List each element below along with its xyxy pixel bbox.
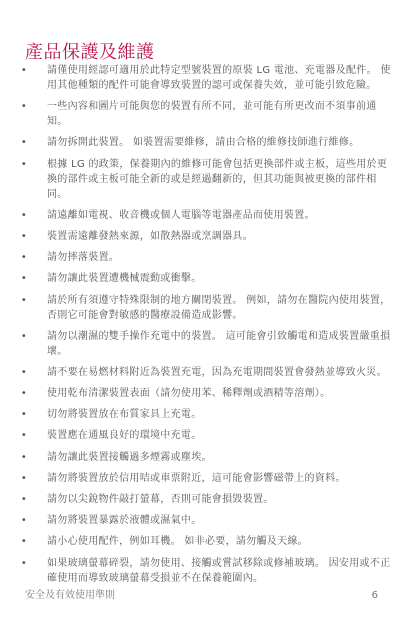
list-item-text: 請勿將裝置放於信用咭或車票附近，這可能會影響磁帶上的資料。 <box>47 472 346 484</box>
bullet-icon: • <box>20 209 28 221</box>
list-item <box>19 492 391 507</box>
bullet-icon: • <box>20 515 28 527</box>
bullet-icon: • <box>20 158 28 170</box>
list-item <box>19 556 391 586</box>
footer-section-title: 安全及有效使用準則 <box>25 590 115 601</box>
bullet-icon: • <box>20 137 28 149</box>
bullet-icon: • <box>20 536 28 548</box>
bullet-icon: • <box>20 451 28 463</box>
list-item-text: 根據 LG 的政策，保養期內的維修可能會包括更換部件或主板，這些用於更換的部件或主板可能全新的或是經過翻新的，但其功能與被更換的部件相同。 <box>47 158 388 200</box>
bullet-icon: • <box>20 494 28 505</box>
list-item <box>19 471 391 486</box>
bullet-icon: • <box>20 557 28 569</box>
list-item-text: 使用乾布清潔裝置表面（請勿使用苯、稀釋劑或酒精等溶劑）。 <box>47 388 331 400</box>
list-item <box>19 271 391 286</box>
bullet-icon: • <box>20 388 28 400</box>
list-item <box>19 386 391 401</box>
list-item <box>19 513 391 528</box>
list-item <box>19 135 391 150</box>
list-item-text: 請勿以尖銳物件敲打螢幕，否則可能會損毀裝置。 <box>47 494 274 505</box>
page-title: 產品保護及維護 <box>25 42 155 64</box>
list-item <box>19 229 391 244</box>
list-item <box>19 450 391 465</box>
list-item <box>19 99 391 129</box>
list-item <box>19 428 391 443</box>
page-number: 6 <box>371 590 378 601</box>
bullet-icon: • <box>20 101 28 113</box>
list-item-text: 請勿讓此裝置接觸過多煙霧或塵埃。 <box>47 451 212 463</box>
bullet-icon: • <box>20 472 28 484</box>
list-item-text: 請僅使用經認可適用於此特定型號裝置的原裝 LG 電池、充電器及配件。 使用其他種類的配件可能會導致裝置的認可或保養失效，並可能引致危險。 <box>47 65 391 91</box>
list-item-text: 請於所有須遵守特殊限制的地方關閉裝置。 例如，請勿在醫院內使用裝置， 否則它可能會對敏感的醫療設備造成影響。 <box>47 294 391 321</box>
list-item-text: 請小心使用配件，例如耳機。 如非必要，請勿觸及天線。 <box>47 536 308 548</box>
bullet-icon: • <box>20 65 28 76</box>
page-footer <box>25 589 378 603</box>
list-item <box>19 208 391 223</box>
list-item <box>19 63 391 93</box>
list-item <box>19 329 391 359</box>
list-item <box>19 250 391 265</box>
list-item-text: 請勿以潮濕的雙手操作充電中的裝置。 這可能會引致觸電和造成裝置嚴重損壞。 <box>47 330 391 357</box>
list-item-text: 請勿讓此裝置遭機械震動或衝擊。 <box>47 273 202 285</box>
list-item-text: 如果玻璃螢幕碎裂，請勿使用、接觸或嘗試移除或修補玻璃。 因安用或不正確使用而導致玻璃螢幕受損並不在保養範圍內。 <box>47 557 391 584</box>
list-item-text: 裝置需遠離發熱來源，如散熱器或烹調器具。 <box>47 230 253 242</box>
list-item-text: 請勿將裝置暴露於液體或濕氣中。 <box>47 515 202 527</box>
bullet-icon: • <box>20 366 28 378</box>
bullet-icon: • <box>20 294 28 306</box>
bullet-icon: • <box>20 230 28 242</box>
bullet-icon: • <box>20 252 28 264</box>
bullet-icon: • <box>20 430 28 442</box>
list-item-text: 請勿拆開此裝置。 如裝置需要維修，請由合格的維修技師進行維修。 <box>47 137 360 149</box>
list-item <box>19 407 391 422</box>
list-item-text: 切勿將裝置放在布質家具上充電。 <box>47 409 202 421</box>
list-item <box>19 157 391 202</box>
list-item <box>19 365 391 380</box>
list-item <box>19 293 391 323</box>
list-item-text: 一些內容和圖片可能與您的裝置有所不同，並可能有所更改而不須事前通知。 <box>47 101 377 128</box>
list-item-text: 請勿摔落裝置。 <box>47 252 120 264</box>
guideline-list <box>19 63 391 592</box>
list-item-text: 請不要在易燃材料附近為裝置充電，因為充電期間裝置會發熱並導致火災。 <box>47 366 387 378</box>
bullet-icon: • <box>20 273 28 285</box>
bullet-icon: • <box>20 330 28 342</box>
bullet-icon: • <box>20 409 28 421</box>
list-item-text: 裝置應在通風良好的環境中充電。 <box>47 430 202 442</box>
list-item-text: 請遠離如電視、收音機或個人電腦等電器產品而使用裝置。 <box>47 209 315 221</box>
list-item <box>19 534 391 549</box>
